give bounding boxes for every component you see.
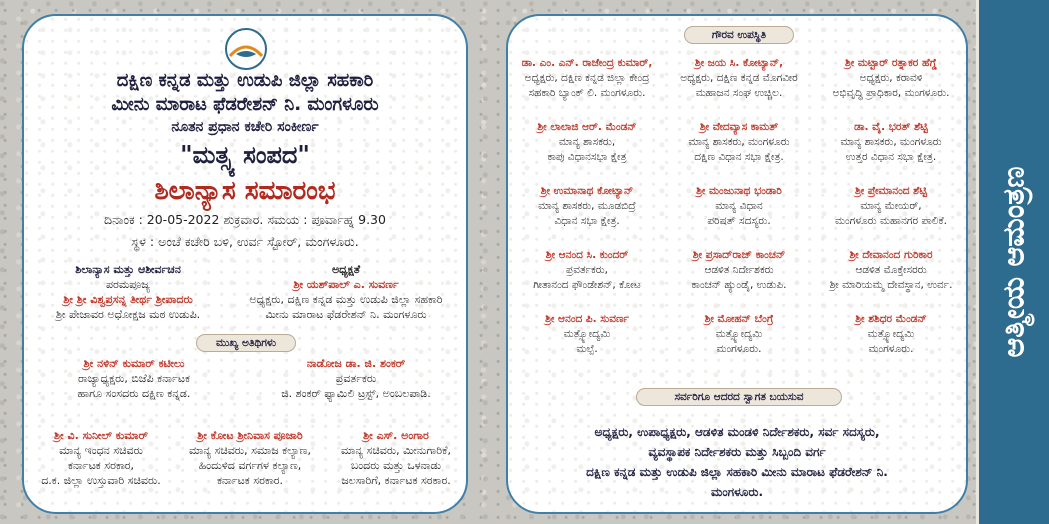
honored-guest-name: ಡಾ. ವೈ. ಭರತ್ ಶೆಟ್ಟಿ (854, 121, 928, 133)
chief-guest-name: ನಾಡೋಜ ಡಾ. ಜಿ. ಶಂಕರ್ (306, 357, 406, 370)
honored-guest-name: ಶ್ರೀ ಉಮಾನಾಥ ಕೋಟ್ಯಾನ್ (540, 185, 634, 197)
chief-guest-role: ಹಾಗೂ ಸಂಸದರು ದಕ್ಷಿಣ ಕನ್ನಡ. (77, 387, 191, 400)
honored-guest (512, 120, 662, 165)
honored-guest (664, 312, 814, 357)
honored-guest-role: ಮಂಗಳೂರು. (868, 343, 914, 355)
date-line: ದಿನಾಂಕ : 20-05-2022 ಶುಕ್ರವಾರ. ಸಮಯ : ಪೂರ್ವಾಹ್ನ 9.30 (104, 212, 386, 227)
federation-logo (222, 26, 270, 72)
chief-guest-5 (324, 428, 468, 488)
side-banner-text: ಆತ್ಮೀಯ ಆಮಂತ್ರಣ (996, 166, 1032, 358)
chief-guest-name: ಶ್ರೀ ನಳಿನ್ ಕುಮಾರ್ ಕಟೀಲು (83, 357, 185, 370)
honored-guest-role: ಮಹಾಜನ ಸಂಘ ಉಚ್ಚಿಲ. (695, 87, 783, 99)
honored-guest (664, 184, 814, 229)
chief-guest-name: ಶ್ರೀ ವಿ. ಸುನೀಲ್ ಕುಮಾರ್ (54, 429, 148, 442)
honored-guest-name: ಶ್ರೀ ಆನಂದ ಸಿ. ಕುಂದರ್ (545, 249, 629, 261)
chief-guest-3 (26, 428, 176, 488)
honored-guest-role: ಪರಿಷತ್ ಸದಸ್ಯರು. (707, 215, 771, 227)
honored-guest (512, 312, 662, 357)
honored-guest-role: ಮಂಗಳೂರು ಮಹಾನಗರ ಪಾಲಿಕೆ. (835, 215, 947, 227)
chief-guest-role: ಮಾನ್ಯ ಸಚಿವರು, ಸಮಾಜ ಕಲ್ಯಾಣ, (189, 444, 311, 457)
honored-guest-name: ಶ್ರೀ ಲಾಲಾಜಿ ಆರ್. ಮೆಂಡನ್ (537, 121, 637, 133)
honored-guest-role: ಮತ್ಸ್ಯೋದ್ಯಮಿ (715, 328, 763, 340)
project-name: "ಮತ್ಸ್ಯ ಸಂಪದ" (180, 140, 310, 169)
welcome-line: ಮಂಗಳೂರು. (710, 485, 764, 499)
president-heading: ಅಧ್ಯಕ್ಷತೆ (331, 263, 361, 276)
honored-guest-role: ಮಂಗಳೂರು. (716, 343, 762, 355)
honored-guest-role: ಕಾಪು ವಿಧಾನಸಭಾ ಕ್ಷೇತ್ರ (547, 151, 627, 163)
honored-guest (816, 312, 966, 357)
honored-guest (816, 184, 966, 229)
honored-guest-name: ಶ್ರೀ ಮೋಹನ್ ಬೆಂಗ್ರೆ (704, 313, 774, 325)
honored-guest (512, 248, 662, 293)
event-name: ಶಿಲಾನ್ಯಾಸ ಸಮಾರಂಭ (154, 176, 336, 206)
welcome-line: ದಕ್ಷಿಣ ಕನ್ನಡ ಮತ್ತು ಉಡುಪಿ ಜಿಲ್ಲಾ ಸಹಕಾರಿ ಮೀನು ಮಾರಾಟ ಫೆಡರೇಶನ್ ನಿ. (586, 465, 888, 479)
chief-guest-role: ಪ್ರವರ್ತಕರು (335, 372, 377, 385)
title-line-1: ದಕ್ಷಿಣ ಕನ್ನಡ ಮತ್ತು ಉಡುಪಿ ಜಿಲ್ಲಾ ಸಹಕಾರಿ (116, 70, 374, 91)
honored-guest-role: ಮತ್ಸ್ಯೋದ್ಯಮಿ (563, 328, 611, 340)
venue-line: ಸ್ಥಳ : ಅಂಚೆ ಕಚೇರಿ ಬಳಿ, ಉರ್ವ ಸ್ಟೋರ್, ಮಂಗಳೂರು. (131, 234, 359, 249)
honored-guest-role: ಅಧ್ಯಕ್ಷರು, ದಕ್ಷಿಣ ಕನ್ನಡ ಜಿಲ್ಲಾ ಕೇಂದ್ರ (524, 72, 650, 84)
honored-guest-role: ಆಡಳಿತ ನಿರ್ದೇಶಕರು (704, 264, 774, 276)
chief-guest-role: ಬಂದರು ಮತ್ತು ಒಳನಾಡು (350, 459, 442, 472)
chief-guest-2 (246, 356, 466, 401)
honored-guest-role: ದಕ್ಷಿಣ ವಿಧಾನ ಸಭಾ ಕ್ಷೇತ್ರ. (694, 151, 784, 163)
honored-guest (512, 184, 662, 229)
chief-guest-role: ಜಲಸಾರಿಗೆ, ಕರ್ನಾಟಕ ಸರಕಾರ. (341, 474, 451, 487)
title-line-2: ಮೀನು ಮಾರಾಟ ಫೆಡರೇಶನ್ ನಿ. ಮಂಗಳೂರು (111, 94, 379, 115)
honored-guest-role: ಮಾನ್ಯ ಶಾಸಕರು, (558, 136, 616, 148)
honored-guest (816, 248, 966, 293)
honored-guest-role: ಮಲ್ಪೆ. (576, 343, 598, 355)
honored-guest-name: ಶ್ರೀ ಮಂಜುನಾಥ ಭಂಡಾರಿ (696, 185, 782, 197)
chief-guest-role: ಕರ್ನಾಟಕ ಸರಕಾರ. (216, 474, 284, 487)
side-banner (976, 0, 1049, 524)
honored-guest-role: ಮಾನ್ಯ ಶಾಸಕರು, ಮೂಡಬಿದ್ರೆ (538, 200, 636, 212)
honored-guest-name: ಶ್ರೀ ದೇವಾನಂದ ಗುರಿಕಾರ (849, 249, 933, 261)
honored-guest-role: ವಿಧಾನ ಸಭಾ ಕ್ಷೇತ್ರ. (554, 215, 620, 227)
honored-guest-name: ಶ್ರೀ ಶಶಿಧರ ಮೆಂಡನ್ (855, 313, 927, 325)
honored-guest-role: ಪ್ರವರ್ತಕರು, (566, 264, 608, 276)
honored-guest-name: ಶ್ರೀ ಆನಂದ ಪಿ. ಸುವರ್ಣ (545, 313, 629, 325)
right-panel (506, 14, 968, 514)
honored-guest-role: ಮಾನ್ಯ ಶಾಸಕರು, ಮಂಗಳೂರು (840, 136, 942, 148)
honored-guest-name: ಶ್ರೀ ಜಯ ಸಿ. ಕೋಟ್ಯಾನ್, (694, 57, 784, 69)
chief-guest-role: ದ.ಕ. ಜಿಲ್ಲಾ ಉಸ್ತುವಾರಿ ಸಚಿವರು. (41, 474, 161, 487)
honored-guest-name: ಶ್ರೀ ಪ್ರಸಾದ್‌ರಾಜ್ ಕಾಂಚನ್ (692, 249, 786, 261)
president-name: ಶ್ರೀ ಯಶ್‌ಪಾಲ್ ಎ. ಸುವರ್ಣ (293, 278, 399, 291)
honored-guest-name: ಶ್ರೀ ವೇದವ್ಯಾಸ ಕಾಮತ್ (699, 121, 779, 133)
president-role-2: ಮೀನು ಮಾರಾಟ ಫೆಡರೇಶನ್ ನಿ. ಮಂಗಳೂರು (265, 308, 427, 321)
chief-guest-role: ಮಾನ್ಯ ಇಂಧನ ಸಚಿವರು (59, 444, 143, 457)
chief-guest-role: ಮಾನ್ಯ ಸಚಿವರು, ಮೀನುಗಾರಿಕೆ, (341, 444, 451, 457)
honored-guest-role: ಅಭಿವೃದ್ಧಿ ಪ್ರಾಧಿಕಾರ, ಮಂಗಳೂರು. (832, 87, 950, 99)
chief-guest-name: ಶ್ರೀ ಕೋಟ ಶ್ರೀನಿವಾಸ ಪೂಜಾರಿ (197, 429, 303, 442)
chief-guest-role: ಜಿ. ಶಂಕರ್ ಫ್ಯಾಮಿಲಿ ಟ್ರಸ್ಟ್, ಅಂಬಲಪಾಡಿ. (281, 387, 431, 400)
chief-guest-1 (34, 356, 234, 401)
blessing-role: ಶ್ರೀ ಪೇಜಾವರ ಅಧೋಕ್ಷಜ ಮಠ ಉಡುಪಿ. (55, 308, 201, 321)
honored-guest (512, 56, 662, 101)
blessing-name: ಶ್ರೀ ಶ್ರೀ ವಿಶ್ವಪ್ರಸನ್ನ ತೀರ್ಥ ಶ್ರೀಪಾದರು (63, 293, 193, 306)
welcome-line: ಅಧ್ಯಕ್ಷರು, ಉಪಾಧ್ಯಕ್ಷರು, ಆಡಳಿತ ಮಂಡಳಿ ನಿರ್ದೇಶಕರು, ಸರ್ವ ಸದಸ್ಯರು, (594, 425, 880, 439)
president-role-1: ಅಧ್ಯಕ್ಷರು, ದಕ್ಷಿಣ ಕನ್ನಡ ಮತ್ತು ಉಡುಪಿ ಜಿಲ್ಲಾ ಸಹಕಾರಿ (249, 293, 443, 306)
title-line-3: ನೂತನ ಪ್ರಧಾನ ಕಚೇರಿ ಸಂಕೀರ್ಣ (171, 119, 319, 135)
honored-guest-role: ಮಾನ್ಯ ವಿಧಾನ (715, 200, 763, 212)
blessing-heading: ಶಿಲಾನ್ಯಾಸ ಮತ್ತು ಆಶೀರ್ವಚನ (75, 263, 181, 276)
president-block (224, 262, 468, 322)
honored-guest (816, 120, 966, 165)
honored-guest-name: ಡಾ. ಎಂ. ಎನ್. ರಾಜೇಂದ್ರ ಕುಮಾರ್, (521, 57, 653, 69)
honored-guest (664, 248, 814, 293)
honored-guest-role: ಮಾನ್ಯ ಮೇಯರ್, (860, 200, 922, 212)
honored-guest-role: ಶ್ರೀ ಮಾರಿಯಮ್ಮ ದೇವಸ್ಥಾನ, ಉರ್ವ. (829, 279, 953, 291)
honored-guest-name: ಶ್ರೀ ಪ್ರೇಮಾನಂದ ಶೆಟ್ಟಿ (855, 185, 927, 197)
honored-guest-role: ಅಧ್ಯಕ್ಷರು, ಕರಾವಳಿ (859, 72, 923, 84)
honored-guest-role: ಅಧ್ಯಕ್ಷರು, ದಕ್ಷಿಣ ಕನ್ನಡ ಮೊಗವೀರ (680, 72, 798, 84)
honored-guest-role: ಗೀತಾನಂದ ಫೌಂಡೇಶನ್, ಕೋಟ (533, 279, 641, 291)
honored-guest (664, 56, 814, 101)
welcome-heading: ಸರ್ವರಿಗೂ ಆದರದ ಸ್ವಾಗತ ಬಯಸುವ (636, 388, 842, 406)
honored-guest-role: ಮತ್ಸ್ಯೋದ್ಯಮಿ (867, 328, 915, 340)
honored-guest-role: ಸಹಕಾರಿ ಬ್ಯಾಂಕ್ ಲಿ. ಮಂಗಳೂರು. (528, 87, 646, 99)
honored-guest-role: ಉತ್ತರ ವಿಧಾನ ಸಭಾ ಕ್ಷೇತ್ರ. (845, 151, 937, 163)
honored-guest-role: ಕಾಂಚನ್ ಹ್ಯುಂಡೈ, ಉಡುಪಿ. (691, 279, 787, 291)
blessing-honorific: ಪರಮಪೂಜ್ಯ (105, 278, 151, 291)
left-panel (22, 14, 468, 514)
welcome-line: ವ್ಯವಸ್ಥಾಪಕ ನಿರ್ದೇಶಕರು ಮತ್ತು ಸಿಬ್ಬಂದಿ ವರ್ಗ (648, 445, 826, 459)
honored-guest-role: ಮಾನ್ಯ ಶಾಸಕರು, ಮಂಗಳೂರು (688, 136, 790, 148)
honored-guest-name: ಶ್ರೀ ಮಟ್ಟಾರ್ ರತ್ನಾಕರ ಹೆಗ್ಡೆ (845, 57, 937, 69)
chief-guest-role: ಕರ್ನಾಟಕ ಸರಕಾರ, (67, 459, 135, 472)
chief-guests-heading: ಮುಖ್ಯ ಅತಿಥಿಗಳು (196, 334, 296, 352)
welcome-block (508, 422, 966, 502)
honored-guest-role: ಆಡಳಿತ ಮೊಕ್ತೇಸರರು (855, 264, 927, 276)
chief-guest-name: ಶ್ರೀ ಎಸ್. ಅಂಗಾರ (363, 429, 429, 442)
chief-guest-role: ಹಿಂದುಳಿದ ವರ್ಗಗಳ ಕಲ್ಯಾಣ, (198, 459, 302, 472)
honored-guest (816, 56, 966, 101)
honored-heading: ಗೌರವ ಉಪಸ್ಥಿತಿ (684, 26, 794, 44)
chief-guest-role: ರಾಜ್ಯಾಧ್ಯಕ್ಷರು, ಬಿಜೆಪಿ ಕರ್ನಾಟಕ (78, 372, 190, 385)
honored-guest (664, 120, 814, 165)
blessing-block (30, 262, 226, 322)
chief-guest-4 (172, 428, 328, 488)
